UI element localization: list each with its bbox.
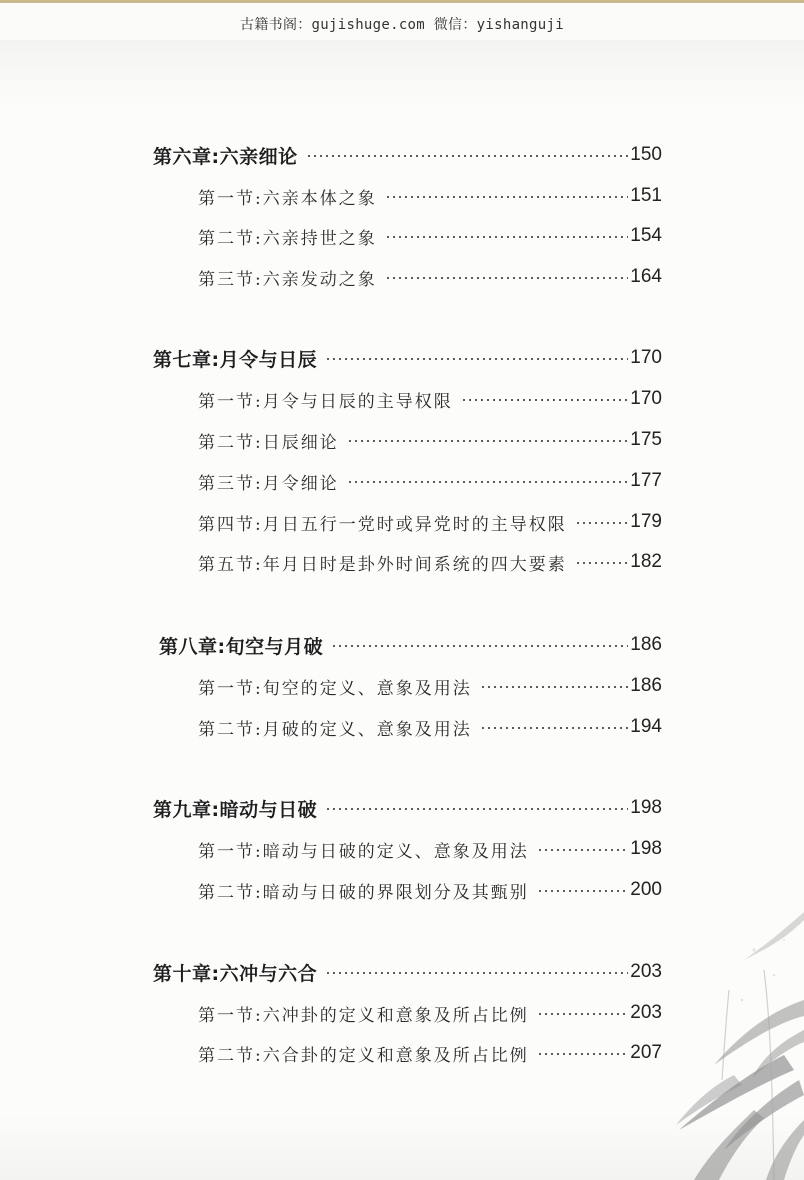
toc-chapter-title: 第六章:六亲细论 xyxy=(153,145,298,168)
dot-leader xyxy=(331,645,628,647)
dot-leader xyxy=(347,481,629,483)
dot-leader xyxy=(537,1013,629,1015)
toc-page-number: 198 xyxy=(630,797,662,818)
dot-leader xyxy=(537,1053,629,1055)
toc-section-8-2[interactable] xyxy=(198,713,662,741)
toc-page-number: 194 xyxy=(630,716,662,737)
dot-leader xyxy=(385,277,629,279)
dot-leader xyxy=(325,808,628,810)
toc-section-6-2[interactable] xyxy=(198,222,662,250)
toc-section-title: 第三节:六亲发动之象 xyxy=(198,269,377,290)
toc-section-title: 第一节:六冲卦的定义和意象及所占比例 xyxy=(198,1005,529,1026)
toc-page-number: 207 xyxy=(630,1042,662,1063)
bamboo-leaf-illustration xyxy=(634,880,804,1180)
toc-section-title: 第二节:六亲持世之象 xyxy=(198,228,377,249)
toc-page-number: 150 xyxy=(630,144,662,165)
toc-section-title: 第一节:暗动与日破的定义、意象及用法 xyxy=(198,841,529,862)
toc-section-title: 第二节:六合卦的定义和意象及所占比例 xyxy=(198,1045,529,1066)
toc-page-number: 177 xyxy=(630,470,662,491)
toc-section-7-2[interactable] xyxy=(198,426,662,454)
toc-section-7-5[interactable] xyxy=(198,548,662,576)
toc-page-number: 175 xyxy=(630,429,662,450)
toc-page-number: 170 xyxy=(630,388,662,409)
toc-chapter-7[interactable] xyxy=(153,344,662,372)
dot-leader xyxy=(385,196,629,198)
toc-chapter-10[interactable] xyxy=(153,958,662,986)
dot-leader xyxy=(461,399,629,401)
toc-chapter-title: 第七章:月令与日辰 xyxy=(153,348,318,371)
toc-section-8-1[interactable] xyxy=(198,672,662,700)
dot-leader xyxy=(537,849,629,851)
toc-section-9-1[interactable] xyxy=(198,835,662,863)
dot-leader xyxy=(480,727,629,729)
toc-chapter-6[interactable] xyxy=(153,141,662,169)
dot-leader xyxy=(480,686,629,688)
toc-section-10-2[interactable] xyxy=(198,1039,662,1067)
dot-leader xyxy=(385,236,629,238)
toc-page-number: 182 xyxy=(630,551,662,572)
toc-page-number: 186 xyxy=(630,634,662,655)
dot-leader xyxy=(575,562,629,564)
dot-leader xyxy=(575,522,629,524)
toc-section-6-1[interactable] xyxy=(198,182,662,210)
toc-page-number: 154 xyxy=(630,225,662,246)
toc-page-number: 170 xyxy=(630,347,662,368)
toc-section-title: 第一节:旬空的定义、意象及用法 xyxy=(198,678,472,699)
toc-page-number: 164 xyxy=(630,266,662,287)
toc-section-title: 第二节:月破的定义、意象及用法 xyxy=(198,719,472,740)
toc-chapter-title: 第九章:暗动与日破 xyxy=(153,798,318,821)
toc-section-title: 第三节:月令细论 xyxy=(198,473,339,494)
dot-leader xyxy=(537,890,629,892)
toc-chapter-title: 第十章:六冲与六合 xyxy=(153,962,318,985)
toc-section-7-4[interactable] xyxy=(198,508,662,536)
toc-chapter-9[interactable] xyxy=(153,794,662,822)
toc-section-10-1[interactable] xyxy=(198,999,662,1027)
dot-leader xyxy=(325,972,628,974)
toc-section-7-1[interactable] xyxy=(198,385,662,413)
toc-page-number: 203 xyxy=(630,1002,662,1023)
toc-section-title: 第一节:月令与日辰的主导权限 xyxy=(198,391,453,412)
toc-section-title: 第二节:暗动与日破的界限划分及其甄别 xyxy=(198,882,529,903)
toc-page-number: 179 xyxy=(630,511,662,532)
toc-section-9-2[interactable] xyxy=(198,876,662,904)
toc-page-number: 186 xyxy=(630,675,662,696)
toc-section-title: 第四节:月日五行一党时或异党时的主导权限 xyxy=(198,514,567,535)
toc-page-number: 203 xyxy=(630,961,662,982)
toc-section-title: 第二节:日辰细论 xyxy=(198,432,339,453)
dot-leader xyxy=(306,155,629,157)
toc-chapter-title: 第八章:旬空与月破 xyxy=(159,635,324,658)
toc-page-number: 198 xyxy=(630,838,662,859)
toc-section-title: 第一节:六亲本体之象 xyxy=(198,188,377,209)
toc-page-number: 151 xyxy=(630,185,662,206)
toc-section-title: 第五节:年月日时是卦外时间系统的四大要素 xyxy=(198,554,567,575)
header-watermark: 古籍书阁：gujishuge.com 微信：yishanguji xyxy=(240,17,564,33)
toc-section-6-3[interactable] xyxy=(198,263,662,291)
toc-section-7-3[interactable] xyxy=(198,467,662,495)
dot-leader xyxy=(347,440,629,442)
dot-leader xyxy=(325,358,628,360)
toc-chapter-8[interactable] xyxy=(159,631,662,659)
toc-page-number: 200 xyxy=(630,879,662,900)
